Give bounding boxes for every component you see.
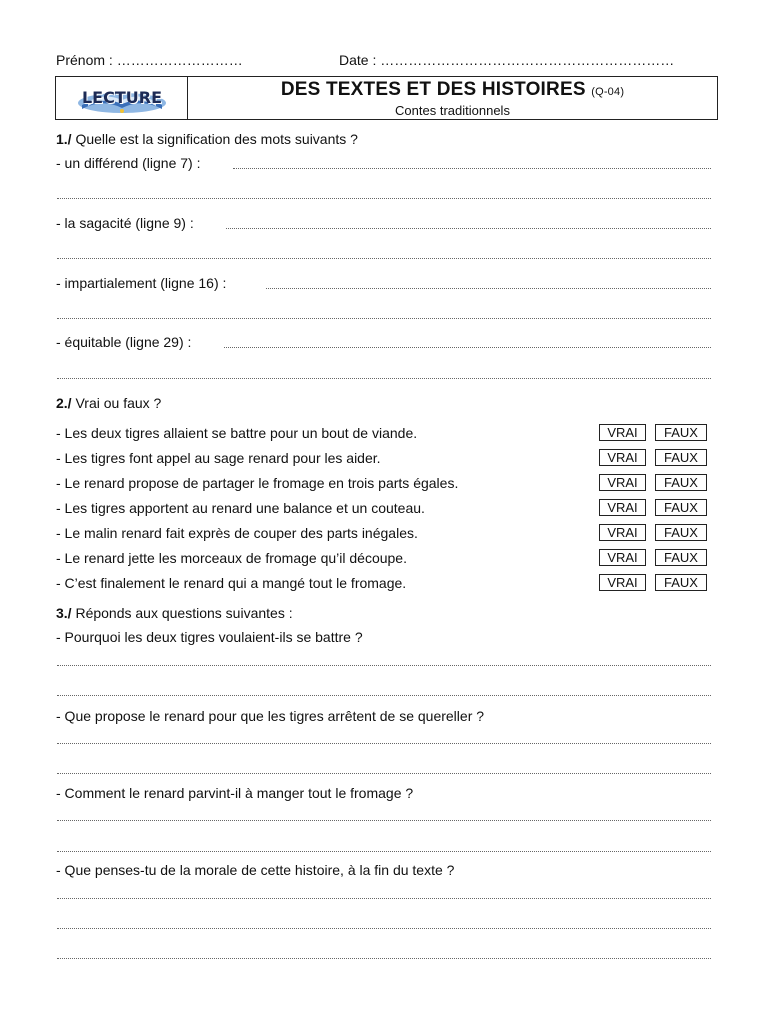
tf-statement-2: - Les tigres font appel au sage renard pour les aider. bbox=[56, 450, 381, 466]
lecture-logo bbox=[56, 77, 188, 119]
vrai-box[interactable]: VRAI bbox=[599, 574, 646, 591]
title-block bbox=[188, 77, 717, 119]
worksheet-title bbox=[188, 79, 717, 101]
q1-item-3: - impartialement (ligne 16) : bbox=[56, 275, 227, 291]
q2-number: 2./ bbox=[56, 395, 72, 411]
vrai-box[interactable]: VRAI bbox=[599, 499, 646, 516]
answer-line[interactable] bbox=[57, 958, 711, 959]
faux-box[interactable]: FAUX bbox=[655, 424, 707, 441]
tf-statement-1: - Les deux tigres allaient se battre pour un bout de viande. bbox=[56, 425, 418, 441]
answer-line[interactable] bbox=[57, 743, 711, 744]
vrai-box[interactable]: VRAI bbox=[599, 449, 646, 466]
date-field[interactable]: Date : ……………………………………………………… bbox=[339, 52, 675, 68]
answer-line[interactable] bbox=[224, 347, 711, 348]
q3-item-4: - Que penses-tu de la morale de cette histoire, à la fin du texte ? bbox=[56, 862, 455, 878]
logo-text: LECTURE bbox=[81, 88, 163, 107]
worksheet-header bbox=[55, 76, 718, 120]
answer-line[interactable] bbox=[57, 928, 711, 929]
tf-statement-7: - C’est finalement le renard qui a mangé tout le fromage. bbox=[56, 575, 407, 591]
q1-item-2: - la sagacité (ligne 9) : bbox=[56, 215, 194, 231]
q3-item-3: - Comment le renard parvint-il à manger tout le fromage ? bbox=[56, 785, 414, 801]
worksheet-code: (Q-04) bbox=[591, 86, 625, 98]
q3-heading bbox=[56, 605, 293, 621]
answer-line[interactable] bbox=[233, 168, 711, 169]
q3-item-2: - Que propose le renard pour que les tigres arrêtent de se quereller ? bbox=[56, 708, 485, 724]
answer-line[interactable] bbox=[266, 288, 711, 289]
answer-line[interactable] bbox=[57, 898, 711, 899]
title-text: DES TEXTES ET DES HISTOIRES bbox=[280, 79, 586, 100]
tf-statement-5: - Le malin renard fait exprès de couper des parts inégales. bbox=[56, 525, 418, 541]
vrai-box[interactable]: VRAI bbox=[599, 474, 646, 491]
answer-line[interactable] bbox=[57, 378, 711, 379]
faux-box[interactable]: FAUX bbox=[655, 574, 707, 591]
answer-line[interactable] bbox=[57, 820, 711, 821]
prenom-field[interactable]: Prénom : ……………………… bbox=[56, 52, 243, 68]
vrai-box[interactable]: VRAI bbox=[599, 524, 646, 541]
q1-heading bbox=[56, 131, 358, 147]
faux-box[interactable]: FAUX bbox=[655, 524, 707, 541]
answer-line[interactable] bbox=[57, 198, 711, 199]
q2-heading bbox=[56, 395, 161, 411]
faux-box[interactable]: FAUX bbox=[655, 474, 707, 491]
faux-box[interactable]: FAUX bbox=[655, 549, 707, 566]
q1-item-1: - un différend (ligne 7) : bbox=[56, 155, 201, 171]
answer-line[interactable] bbox=[57, 773, 711, 774]
answer-line[interactable] bbox=[57, 695, 711, 696]
faux-box[interactable]: FAUX bbox=[655, 499, 707, 516]
answer-line[interactable] bbox=[57, 665, 711, 666]
answer-line[interactable] bbox=[57, 258, 711, 259]
answer-line[interactable] bbox=[57, 318, 711, 319]
q3-number: 3./ bbox=[56, 605, 72, 621]
q3-question: Réponds aux questions suivantes : bbox=[71, 605, 293, 621]
tf-statement-6: - Le renard jette les morceaux de fromage qu’il découpe. bbox=[56, 550, 407, 566]
answer-line[interactable] bbox=[226, 228, 711, 229]
vrai-box[interactable]: VRAI bbox=[599, 424, 646, 441]
q1-question: Quelle est la signification des mots suivants ? bbox=[71, 131, 358, 147]
worksheet-subtitle: Contes traditionnels bbox=[395, 103, 510, 118]
faux-box[interactable]: FAUX bbox=[655, 449, 707, 466]
q1-number: 1./ bbox=[56, 131, 72, 147]
q2-question: Vrai ou faux ? bbox=[71, 395, 162, 411]
answer-line[interactable] bbox=[57, 851, 711, 852]
tf-statement-3: - Le renard propose de partager le fromage en trois parts égales. bbox=[56, 475, 459, 491]
vrai-box[interactable]: VRAI bbox=[599, 549, 646, 566]
q1-item-4: - équitable (ligne 29) : bbox=[56, 334, 192, 350]
tf-statement-4: - Les tigres apportent au renard une balance et un couteau. bbox=[56, 500, 425, 516]
q3-item-1: - Pourquoi les deux tigres voulaient-ils se battre ? bbox=[56, 629, 363, 645]
